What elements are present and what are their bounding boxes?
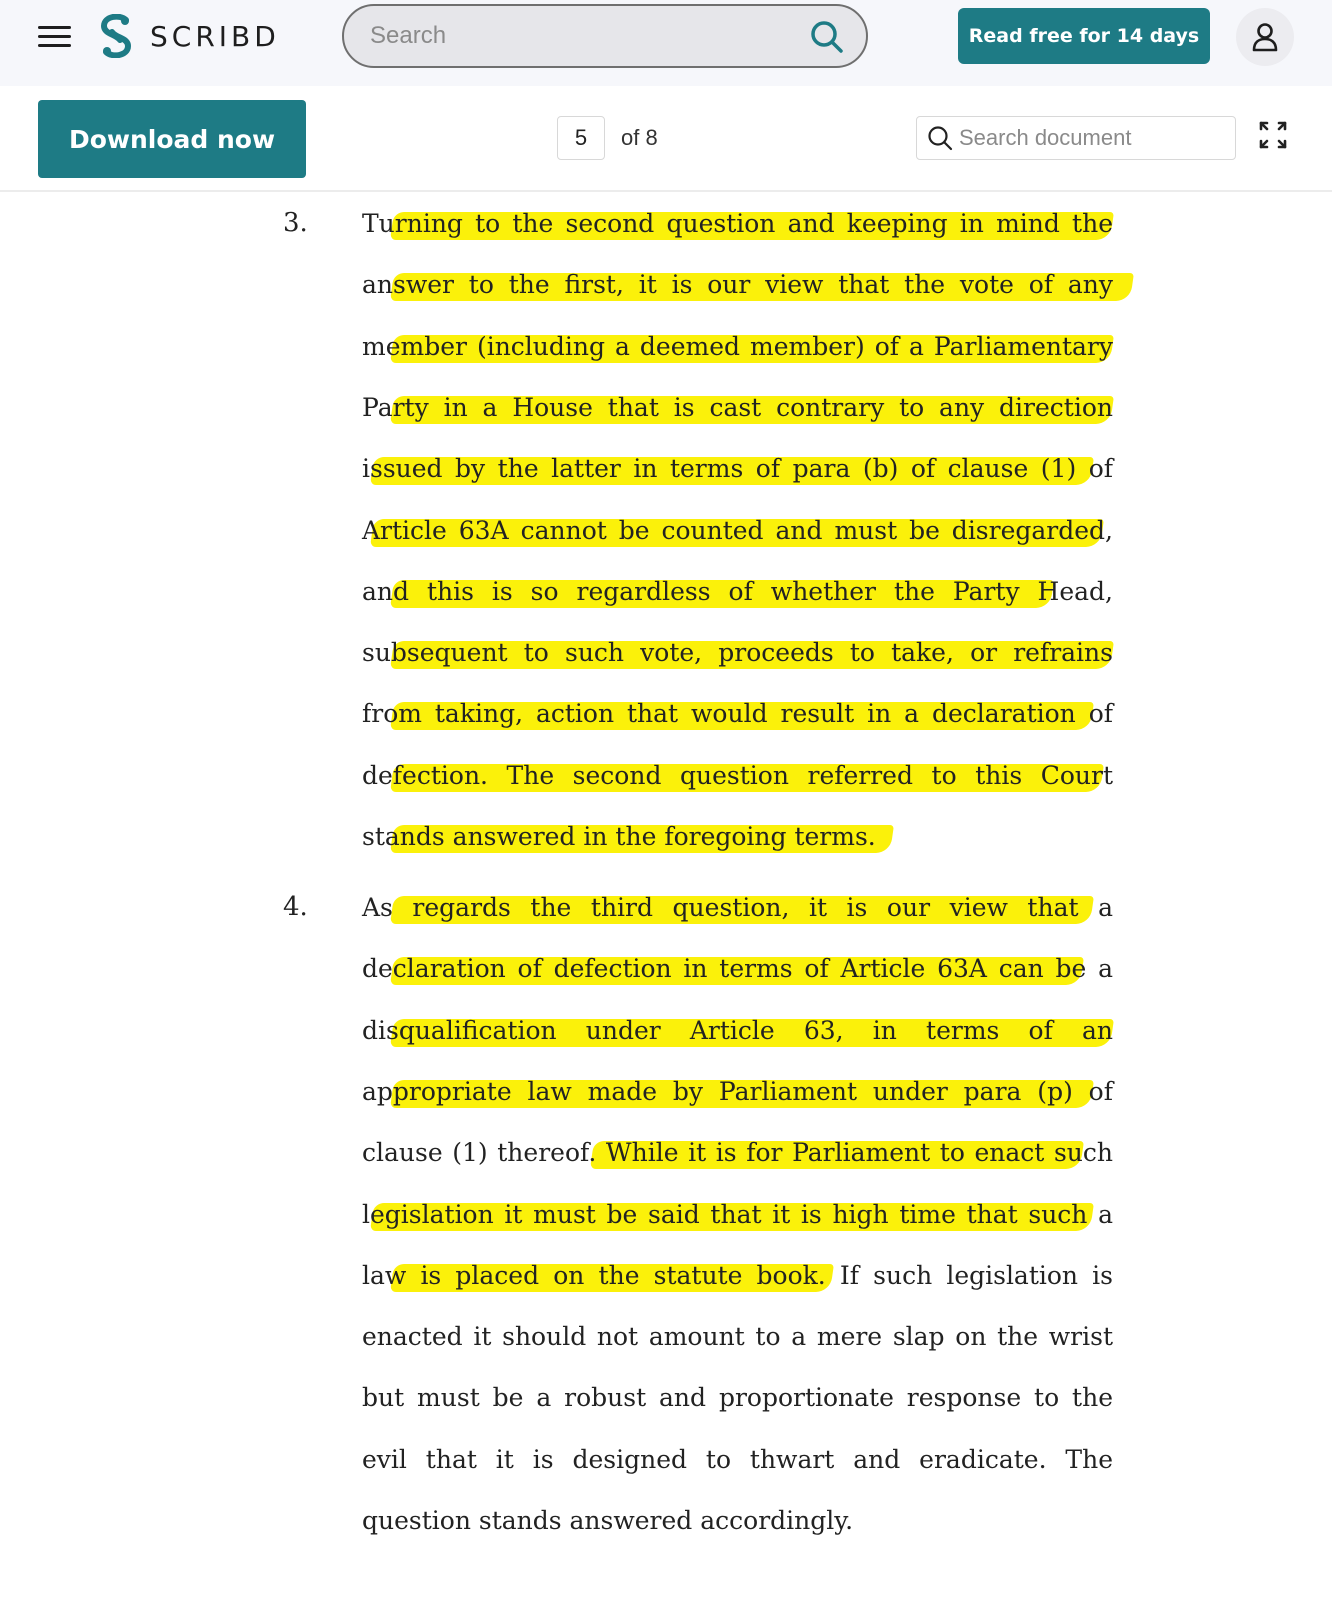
text-line-content: As regards the third question, it is our view that a (362, 893, 1113, 922)
text-line-content: declaration of defection in terms of Article 63A can be a (362, 954, 1113, 984)
logo-text: SCRIBD (150, 19, 280, 53)
text-line-content: issued by the latter in terms of para (b) of clause (1) of (362, 454, 1113, 484)
text-line (362, 888, 1113, 928)
text-line-content: disqualification under Article 63, in terms of an (362, 1015, 1113, 1045)
text-line-content: law is placed on the statute book. If such legislation is (362, 1260, 1113, 1290)
text-line (362, 1195, 1113, 1235)
search-input[interactable] (368, 21, 788, 51)
text-line-content: but must be a robust and proportionate response to the (362, 1383, 1113, 1413)
text-line-content: and this is so regardless of whether the Party Head, (362, 576, 1113, 606)
text-line (362, 756, 1113, 796)
text-line (362, 1440, 1113, 1480)
paragraph-number: 3. (283, 208, 308, 238)
text-line-content: question stands answered accordingly. (362, 1506, 854, 1535)
text-line-content: legislation it must be said that it is high time that such a (362, 1199, 1113, 1229)
text-line-content: Turning to the second question and keeping in mind the (362, 209, 1113, 238)
document-search[interactable] (916, 116, 1236, 160)
text-line (362, 1317, 1113, 1357)
text-line (362, 1256, 1113, 1296)
text-line (362, 1072, 1113, 1112)
account-button[interactable] (1236, 8, 1294, 66)
scribd-logo[interactable] (98, 14, 280, 58)
text-line-content: stands answered in the foregoing terms. (362, 822, 876, 851)
text-line (362, 265, 1113, 305)
page-number-input[interactable]: 5 (557, 116, 605, 160)
text-line (362, 1501, 1113, 1541)
text-line-content: from taking, action that would result in a declaration of (362, 699, 1113, 729)
page-count: of 8 (621, 125, 658, 150)
text-line-content: answer to the first, it is our view that the vote of any (362, 270, 1113, 300)
text-line (362, 633, 1113, 673)
text-line-content: Article 63A cannot be counted and must be disregarded, (362, 515, 1113, 545)
text-line (362, 949, 1113, 989)
text-line-content: Party in a House that is cast contrary to any direction (362, 392, 1113, 422)
menu-icon[interactable] (38, 24, 72, 48)
text-line-content: enacted it should not amount to a mere slap on the wrist (362, 1322, 1113, 1352)
text-line-content: subsequent to such vote, proceeds to take, or refrains (362, 638, 1113, 668)
document-search-input[interactable] (957, 124, 1227, 152)
document-page (0, 192, 1332, 1600)
text-line (362, 388, 1113, 428)
scribd-logo-icon (98, 14, 134, 58)
text-line (362, 694, 1113, 734)
text-line-content: member (including a deemed member) of a Parliamentary (362, 331, 1113, 361)
paragraph-number: 4. (283, 892, 308, 922)
text-line (362, 1011, 1113, 1051)
text-line (362, 449, 1113, 489)
text-line (362, 572, 1113, 612)
user-icon (1251, 22, 1279, 52)
text-line-content: appropriate law made by Parliament under para (p) of (362, 1076, 1113, 1106)
text-line (362, 1378, 1113, 1418)
page-navigator (557, 116, 658, 160)
download-button[interactable]: Download now (38, 100, 306, 178)
document-toolbar (0, 86, 1332, 192)
site-search[interactable] (342, 4, 868, 68)
text-line-content: defection. The second question referred to this Court (362, 760, 1113, 790)
text-line (362, 204, 1113, 244)
text-line-content: clause (1) thereof. While it is for Parliament to enact such (362, 1138, 1113, 1168)
top-header (0, 0, 1332, 86)
text-line (362, 511, 1113, 551)
read-free-button[interactable]: Read free for 14 days (958, 8, 1210, 64)
search-icon[interactable] (810, 20, 844, 54)
search-icon (927, 125, 953, 151)
text-line (362, 327, 1113, 367)
fullscreen-icon[interactable] (1258, 120, 1288, 150)
text-line-content: evil that it is designed to thwart and eradicate. The (362, 1444, 1113, 1474)
text-line (362, 817, 1113, 857)
text-line (362, 1133, 1113, 1173)
